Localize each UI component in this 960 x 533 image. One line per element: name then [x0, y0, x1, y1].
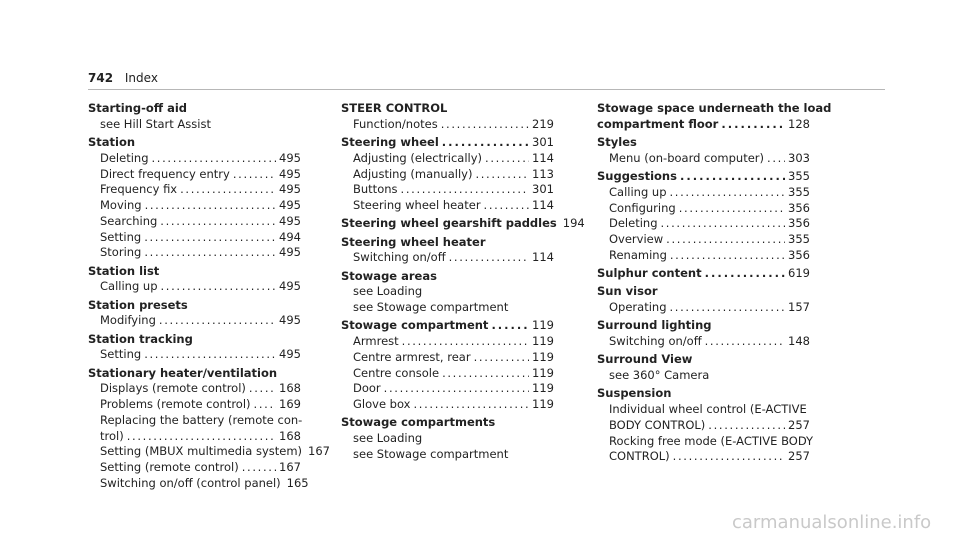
- page-reference[interactable]: 257: [788, 449, 810, 464]
- index-heading: [341, 269, 554, 285]
- index-heading[interactable]: [597, 117, 810, 133]
- entry-text: Steering wheel heater: [341, 234, 486, 249]
- dot-leader: [127, 429, 276, 445]
- entry-text: Modifying: [100, 313, 156, 328]
- index-entry: [597, 352, 810, 384]
- dot-leader: [145, 198, 276, 214]
- entry-text: Armrest: [353, 334, 399, 348]
- entry-text: Setting (MBUX multimedia system): [100, 444, 303, 459]
- entry-text: Suspension: [597, 386, 672, 401]
- page-reference[interactable]: 169: [279, 397, 301, 411]
- page-reference[interactable]: 194: [562, 216, 585, 231]
- index-subentry[interactable]: [88, 279, 301, 295]
- index-subentry[interactable]: [341, 366, 554, 382]
- index-entry: [597, 318, 810, 350]
- index-subentry[interactable]: [341, 182, 554, 198]
- index-heading: [597, 318, 810, 334]
- page-reference[interactable]: 119: [532, 397, 554, 411]
- index-column-1: [88, 101, 330, 494]
- page-number: 742: [88, 71, 114, 85]
- index-heading: [597, 284, 810, 300]
- entry-text: see Loading: [353, 431, 423, 445]
- index-heading[interactable]: [341, 135, 554, 151]
- entry-text: Station: [88, 135, 136, 149]
- entry-text: Overview: [609, 232, 664, 246]
- page-reference[interactable]: 355: [788, 169, 810, 183]
- index-subentry[interactable]: [341, 198, 554, 214]
- index-entry: [341, 235, 554, 267]
- dot-leader: [401, 182, 530, 198]
- index-subentry[interactable]: [597, 334, 810, 350]
- dot-leader: [442, 366, 529, 382]
- dot-leader: [242, 460, 276, 476]
- index-subentry[interactable]: [597, 449, 810, 465]
- dot-leader: [670, 300, 786, 316]
- index-entry: [341, 101, 554, 133]
- entry-text: see Hill Start Assist: [100, 116, 211, 131]
- dot-leader: [767, 151, 785, 167]
- dot-leader: [160, 214, 276, 230]
- index-subentry[interactable]: [88, 198, 301, 214]
- index-entry: [597, 284, 810, 316]
- dot-leader: [474, 350, 529, 366]
- entry-text: Adjusting (electrically): [353, 150, 483, 165]
- entry-text: Station presets: [88, 297, 188, 312]
- entry-text: Surround lighting: [597, 318, 712, 333]
- index-entry: [597, 101, 832, 133]
- index-subentry[interactable]: [597, 201, 810, 217]
- entry-text: Menu (on-board computer): [609, 150, 765, 165]
- dot-leader: [413, 397, 529, 413]
- page-reference[interactable]: 165: [286, 475, 309, 490]
- page-reference[interactable]: 356: [788, 216, 810, 231]
- index-subentry[interactable]: [597, 216, 810, 232]
- index-heading: [88, 298, 301, 314]
- index-subentry[interactable]: [341, 397, 554, 413]
- dot-leader: [161, 279, 277, 295]
- entry-text: Sun visor: [597, 284, 658, 299]
- entry-text: Station list: [88, 263, 160, 278]
- entry-text: Replacing the battery (remote con-: [100, 412, 303, 427]
- index-heading: [341, 235, 554, 251]
- index-subentry[interactable]: [597, 232, 810, 248]
- entry-text: BODY CONTROL): [609, 417, 706, 432]
- entry-text: Deleting: [609, 216, 658, 231]
- entry-text: Switching on/off: [353, 250, 446, 265]
- page-reference[interactable]: 114: [532, 250, 554, 265]
- entry-text: Steering wheel gearshift paddles: [341, 216, 557, 231]
- entry-text: compartment floor: [597, 116, 719, 131]
- dot-leader: [705, 266, 785, 282]
- index-heading[interactable]: [341, 318, 554, 334]
- entry-text: Storing: [100, 245, 142, 260]
- dot-leader: [254, 397, 277, 413]
- entry-text: Searching: [100, 213, 158, 228]
- page-reference[interactable]: 157: [788, 300, 810, 314]
- index-subentry: [597, 368, 810, 384]
- index-heading: [597, 386, 810, 402]
- dot-leader: [708, 418, 785, 434]
- page-reference[interactable]: 495: [279, 347, 301, 362]
- entry-text: Buttons: [353, 182, 398, 197]
- entry-text: Problems (remote control): [100, 397, 251, 411]
- dot-leader: [441, 117, 529, 133]
- index-subentry: [341, 284, 554, 300]
- entry-text: Adjusting (manually): [353, 166, 473, 181]
- page-reference[interactable]: 495: [279, 182, 301, 197]
- dot-leader: [449, 250, 529, 266]
- entry-text: Calling up: [100, 279, 158, 294]
- index-subentry[interactable]: [88, 460, 301, 476]
- index-subentry[interactable]: [88, 381, 301, 397]
- entry-text: Moving: [100, 198, 142, 212]
- dot-leader: [485, 151, 529, 167]
- index-subentry: [341, 300, 554, 316]
- page-reference[interactable]: 495: [279, 150, 301, 165]
- index-subentry[interactable]: [341, 250, 554, 266]
- page-reference[interactable]: 119: [532, 318, 554, 333]
- index-column-3: [597, 101, 832, 468]
- page-reference[interactable]: 119: [532, 349, 554, 364]
- entry-text: Stationary heater/ventilation: [88, 365, 278, 380]
- page-reference[interactable]: 168: [279, 381, 301, 396]
- index-heading: [88, 366, 301, 382]
- dot-leader: [144, 230, 276, 246]
- entry-text: Stowage space underneath the load: [597, 101, 832, 115]
- entry-text: Glove box: [353, 397, 411, 411]
- entry-text: Displays (remote control): [100, 381, 246, 396]
- index-subentry[interactable]: [88, 397, 301, 413]
- index-subentry[interactable]: [88, 245, 301, 261]
- index-heading: [341, 101, 554, 117]
- dot-leader: [384, 381, 529, 397]
- entry-text: Centre armrest, rear: [353, 349, 471, 364]
- index-column-2: [341, 101, 585, 465]
- entry-text: see Loading: [353, 284, 423, 299]
- dot-leader: [673, 449, 785, 465]
- entry-text: Styles: [597, 135, 637, 149]
- page-reference[interactable]: 119: [532, 334, 554, 348]
- entry-text: Rocking free mode (E-ACTIVE BODY: [609, 433, 814, 448]
- page-reference[interactable]: 301: [532, 135, 554, 149]
- index-subentry[interactable]: [341, 151, 554, 167]
- index-entry: [88, 332, 301, 364]
- index-subentry[interactable]: [597, 418, 810, 434]
- entry-text: Frequency fix: [100, 182, 178, 197]
- index-entry: [597, 169, 810, 264]
- entry-text: Renaming: [609, 247, 667, 262]
- page-reference[interactable]: 301: [532, 182, 554, 197]
- entry-text: Direct frequency entry: [100, 166, 230, 181]
- index-heading: [88, 332, 301, 348]
- index-entry: [341, 216, 585, 232]
- index-subentry[interactable]: [597, 185, 810, 201]
- entry-text: Stowage areas: [341, 268, 437, 283]
- entry-text: Surround View: [597, 352, 693, 367]
- entry-text: Calling up: [609, 184, 667, 199]
- page-reference[interactable]: 168: [279, 428, 301, 443]
- dot-leader: [670, 248, 785, 264]
- dot-leader: [670, 185, 786, 201]
- index-subentry[interactable]: [88, 151, 301, 167]
- entry-text: Individual wheel control (E-ACTIVE: [609, 402, 807, 416]
- dot-leader: [144, 245, 276, 261]
- index-subentry[interactable]: [341, 381, 554, 397]
- watermark: carmanualsonline.info: [732, 512, 932, 533]
- page-reference[interactable]: 128: [788, 116, 810, 131]
- index-heading: [597, 352, 810, 368]
- index-entry: [341, 135, 554, 214]
- index-subentry[interactable]: [88, 444, 330, 460]
- index-entry: [341, 269, 554, 316]
- index-subentry[interactable]: [341, 117, 554, 133]
- entry-text: Configuring: [609, 200, 676, 215]
- index-subentry[interactable]: [88, 230, 301, 246]
- page-reference[interactable]: 119: [532, 381, 554, 396]
- index-heading: [597, 135, 810, 151]
- page-reference[interactable]: 219: [532, 116, 554, 131]
- entry-text: Steering wheel: [341, 135, 439, 149]
- dot-leader: [661, 216, 786, 232]
- index-entry: [88, 365, 330, 492]
- dot-leader: [233, 167, 276, 183]
- index-heading: [88, 264, 301, 280]
- page-reference[interactable]: 257: [788, 417, 810, 432]
- dot-leader: [159, 313, 276, 329]
- index-subentry[interactable]: [341, 334, 554, 350]
- entry-text: Function/notes: [353, 116, 438, 131]
- entry-text: trol): [100, 428, 124, 443]
- entry-text: Stowage compartment: [341, 318, 489, 333]
- page-reference[interactable]: 495: [279, 279, 301, 294]
- page-reference[interactable]: 356: [788, 200, 810, 215]
- page-reference[interactable]: 355: [788, 232, 810, 246]
- index-subentry[interactable]: [88, 429, 301, 445]
- entry-text: see 360° Camera: [609, 368, 710, 382]
- index-subentry[interactable]: [88, 167, 301, 183]
- index-subentry[interactable]: [88, 475, 309, 492]
- dot-leader: [491, 318, 529, 334]
- index-subentry[interactable]: [88, 313, 301, 329]
- index-subentry[interactable]: [597, 151, 810, 167]
- dot-leader: [249, 381, 276, 397]
- index-heading: [88, 101, 301, 117]
- index-subentry[interactable]: [341, 350, 554, 366]
- index-subentry[interactable]: [88, 182, 301, 198]
- entry-text: Switching on/off: [609, 334, 702, 348]
- index-heading[interactable]: [597, 266, 810, 282]
- page-reference[interactable]: 495: [279, 313, 301, 328]
- index-entry: [341, 415, 554, 462]
- entry-text: Operating: [609, 300, 667, 314]
- page-reference[interactable]: 495: [279, 198, 301, 212]
- entry-text: Station tracking: [88, 331, 193, 346]
- index-subentry[interactable]: [341, 167, 554, 183]
- index-entry: [597, 386, 814, 465]
- dot-leader: [180, 182, 276, 198]
- index-subentry: [88, 117, 301, 133]
- index-heading: [597, 101, 832, 117]
- page-reference[interactable]: 113: [532, 166, 554, 181]
- page-header: [88, 71, 158, 85]
- index-subentry: [341, 447, 554, 463]
- page-reference[interactable]: 167: [308, 444, 330, 459]
- index-heading: [341, 415, 554, 431]
- page-reference[interactable]: 355: [788, 184, 810, 199]
- index-subentry: [597, 402, 810, 418]
- section-title: Index: [124, 71, 158, 85]
- dot-leader: [679, 201, 785, 217]
- dot-leader: [705, 334, 785, 350]
- index-entry: [88, 298, 301, 330]
- entry-text: Setting: [100, 347, 142, 362]
- header-divider: [88, 89, 885, 90]
- dot-leader: [144, 347, 276, 363]
- index-heading[interactable]: [341, 216, 585, 232]
- index-subentry[interactable]: [88, 214, 301, 230]
- index-heading: [88, 135, 301, 151]
- index-subentry[interactable]: [88, 347, 301, 363]
- page-reference[interactable]: 303: [788, 150, 810, 165]
- entry-text: Sulphur content: [597, 266, 702, 280]
- entry-text: Centre console: [353, 365, 440, 380]
- page-reference[interactable]: 114: [532, 198, 554, 212]
- index-entry: [597, 135, 810, 167]
- page-reference[interactable]: 119: [532, 365, 554, 380]
- index-subentry: [341, 431, 554, 447]
- entry-text: Steering wheel heater: [353, 198, 481, 212]
- dot-leader: [484, 198, 530, 214]
- page-reference[interactable]: 495: [279, 166, 301, 181]
- page-reference[interactable]: 495: [279, 245, 301, 260]
- index-entry: [341, 318, 554, 413]
- entry-text: see Stowage compartment: [353, 446, 509, 461]
- index-entry: [597, 266, 810, 282]
- index-subentry[interactable]: [597, 248, 810, 264]
- page-reference[interactable]: 167: [279, 460, 301, 474]
- entry-text: see Stowage compartment: [353, 300, 509, 314]
- dot-leader: [152, 151, 277, 167]
- entry-text: Setting: [100, 229, 142, 244]
- page-reference[interactable]: 494: [279, 229, 301, 244]
- entry-text: Suggestions: [597, 169, 677, 183]
- index-entry: [88, 264, 301, 296]
- index-entry: [88, 135, 301, 261]
- dot-leader: [402, 334, 529, 350]
- dot-leader: [680, 169, 785, 185]
- page-reference[interactable]: 495: [279, 213, 301, 228]
- entry-text: Starting-off aid: [88, 101, 187, 115]
- dot-leader: [475, 167, 529, 183]
- index-subentry: [597, 433, 814, 450]
- index-subentry[interactable]: [597, 300, 810, 316]
- entry-text: Door: [353, 381, 381, 396]
- entry-text: STEER CONTROL: [341, 101, 448, 115]
- dot-leader: [442, 135, 529, 151]
- index-heading[interactable]: [597, 169, 810, 185]
- entry-text: Stowage compartments: [341, 415, 496, 430]
- dot-leader: [666, 232, 785, 248]
- page-reference[interactable]: 356: [788, 247, 810, 262]
- page-reference[interactable]: 114: [532, 150, 554, 165]
- index-entry: [88, 101, 301, 133]
- entry-text: CONTROL): [609, 449, 670, 464]
- page-reference[interactable]: 148: [788, 334, 810, 348]
- page-reference[interactable]: 619: [788, 266, 810, 280]
- entry-text: Deleting: [100, 150, 149, 165]
- entry-text: Switching on/off (control panel): [100, 475, 281, 490]
- entry-text: Setting (remote control): [100, 460, 239, 474]
- dot-leader: [721, 117, 785, 133]
- index-subentry: [88, 413, 301, 429]
